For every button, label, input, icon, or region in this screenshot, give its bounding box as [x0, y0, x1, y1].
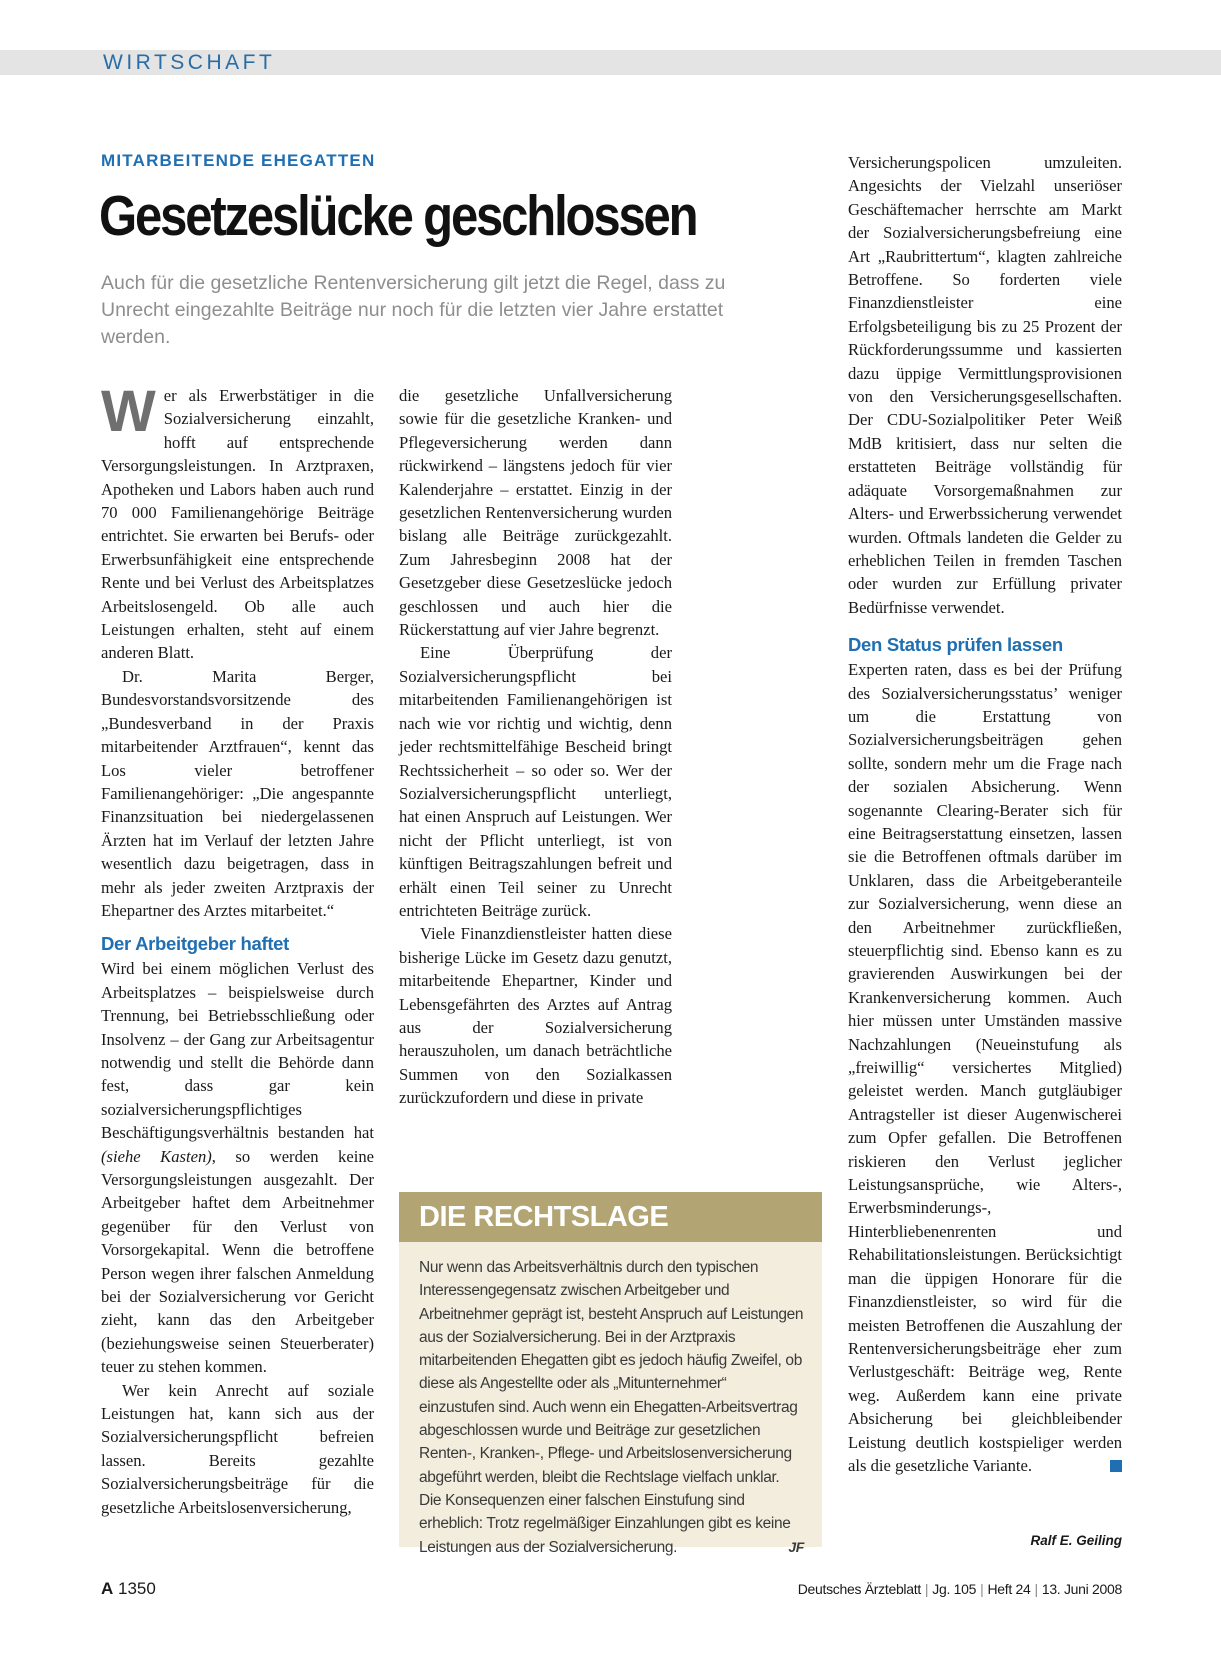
volume: Jg. 105: [932, 1581, 977, 1597]
subhead-employer-liable: Der Arbeitgeber haftet: [101, 933, 290, 955]
article-column-1: [101, 379, 374, 1519]
paragraph-4: [101, 1379, 374, 1519]
paragraph-7: Experten raten, dass es bei der Prüfung des Sozialversicherungsstatus’ weniger um die Erstattung von Sozialversicherungsbeiträgen gehen sollte, sondern mehr um die Frage nach der sozialen Absicherung. Wenn sogenannte Clearing-Berater sich für eine Beitragserstattung einsetzen, lassen sie die Betroffenen oftmals darüber im Unklaren, dass die Arbeitgeberanteile zur Sozialversicherung, wenn diese an den Arbeitnehmer zurückfließen, steuerpflichtig sind. Ebenso kann es zu gravierenden Auswirkungen bei der Krankenversicherung kommen. Auch hier müssen unter Umständen massive Nachzahlungen (Neueinstufung als „freiwillig“ versichertes Mitglied) geleistet werden. Manch gutgläubiger Antragsteller ist dieser Augenwischerei zum Opfer gefallen. Die Betroffenen riskieren den Verlust jeglicher Leistungsansprüche, wie Alters-, Erwerbsminderungs-, Hinterbliebenenrenten und Rehabilitationsleistungen. Berücksichtigt man die üppigen Honorare für die Finanzdienstleister, so wird für die meisten Betroffenen die Auszahlung der Rentenversicherungsbeiträge eher zum Verlustgeschäft: Beiträge weg, Rente weg. Außerdem kann eine private Absicherung bei gleichbleibender Leistung deutlich kostspieliger werden als die gesetzliche Variante.: [848, 660, 1122, 1475]
paragraph-6-continued: Versicherungspolicen umzuleiten. Angesichts der Vielzahl unseriöser Geschäftemacher herrschte am Markt der Sozialversicherungsbefreiung eine Art „Raubrittertum“, klagten zahlreiche Betroffene. So forderten viele Finanzdienstleister eine Erfolgsbeteiligung bis zu 25 Prozent der Rückforderungssumme und kassierten dazu üppige Vermittlungsprovisionen von den Versicherungsgesellschaften. Der CDU-Sozialpolitiker Peter Weiß MdB kritisiert, dass nur selten die erstatteten Beiträge vollständig für adäquate Vorsorgemaßnahmen zur Alters- und Erwerbssicherung verwendet wurden. Oftmals landeten die Gelder zu erheblichen Teilen in fremden Taschen oder wurden zur Erfüllung privater Bedürfnisse verwendet.: [848, 153, 1122, 617]
box-text: Nur wenn das Arbeitsverhältnis durch den typischen Interessengegensatz zwischen Arbeitgeber und Arbeitnehmer geprägt ist, besteht Anspruch auf Leistungen aus der Sozialversicherung. Bei in der Arztpraxis mitarbeitenden Ehegatten gibt es jedoch häufig Zweifel, ob diese als Angestellte oder als „Mitunternehmer“ einzustufen sind. Auch wenn ein Ehegatten-Arbeitsvertrag abgeschlossen wurde und Beiträge zur gesetzlichen Renten-, Kranken-, Pflege- und Arbeitslosenversicherung abgeführt werden, bleibt die Rechtslage vielfach unklar. Die Konsequenzen einer falschen Einstufung sind erheblich: Trotz regelmäßiger Einzahlungen gibt es keine Leistungen aus der Sozialversicherung. JF: [399, 1242, 822, 1559]
subhead-check-status: Den Status prüfen lassen: [848, 634, 1063, 656]
kicker: MITARBEITENDE EHEGATTEN: [101, 151, 376, 170]
dropcap: W: [101, 379, 156, 444]
footer-citation: Deutsches Ärzteblatt | Jg. 105 | Heft 24 | 13. Juni 2008: [797, 1581, 1122, 1597]
end-mark-icon: [1110, 1460, 1122, 1472]
issue: Heft 24: [987, 1581, 1031, 1597]
headline: Gesetzeslücke geschlossen: [99, 184, 697, 248]
box-signature: JF: [788, 1538, 804, 1555]
paragraph-4-text: Wer kein Anrecht auf soziale Leistungen hat, kann sich aus der Sozialversicherungspflicht befreien lassen. Bereits gezahlte Sozialversicherungsbeiträge für die gesetzliche Arbeitslosenversicherung,: [101, 1380, 374, 1517]
paragraph-5: Eine Überprüfung der Sozialversicherungspflicht bei mitarbeitenden Familienangehörigen ist nach wie vor richtig und wichtig, denn jeder rechtsmittelfähige Bescheid bringt Rechtssicherheit – so oder so. Wer der Sozialversicherungspflicht unterliegt, hat einen Anspruch auf Leistungen. Wer nicht der Pflicht unterliegt, ist von künftigen Beitragszahlungen befreit und erhält einen Teil seiner zu Unrecht entrichteten Beiträge zurück.: [399, 643, 672, 920]
box-title: DIE RECHTSLAGE: [399, 1192, 822, 1242]
section-label: WIRTSCHAFT: [103, 51, 276, 74]
article-column-2: [399, 384, 672, 1110]
lead-text: Auch für die gesetzliche Rentenversicherung gilt jetzt die Regel, dass zu Unrecht eingezahlte Beiträge nur noch für die letzten vier Jahre erstattet werden.: [101, 272, 726, 348]
legal-situation-box: [399, 1192, 822, 1556]
paragraph-6: Viele Finanzdienstleister hatten diese bisherige Lücke im Gesetz dazu genutzt, mitarbeitende Ehepartner, Kinder und Lebensgefährten des Arztes auf Antrag aus der Sozialversicherung herauszuholen, um danach beträchtliche Summen von den Sozialkassen zurückzufordern und diese in private: [399, 924, 672, 1108]
paragraph-2: Dr. Marita Berger, Bundesvorstandsvorsitzende des „Bundesverband in der Praxis mitarbeitender Arztfrauen“, kennt das Los vieler betroffener Familienangehöriger: „Die angespannte Finanzsituation bei niedergelassenen Ärzten hat im Verlauf der letzten Jahre wesentlich dazu beigetragen, dass in mehr als jeder zweiten Arztpraxis der Ehepartner des Arztes mitarbeitet.“: [101, 666, 374, 920]
page-number: A 1350: [101, 1579, 156, 1598]
author: Ralf E. Geiling: [1030, 1533, 1122, 1548]
paragraph-3: Wird bei einem möglichen Verlust des Arbeitsplatzes – beispielsweise durch Trennung, bei Betriebsschließung oder Insolvenz – der Gang zur Arbeitsagentur notwendig und stellt die Behörde dann fest, dass gar kein sozialversicherungspflichtiges Beschäftigungsverhältnis bestanden hat (siehe Kasten), so werden keine Versorgungsleistungen ausgezahlt. Der Arbeitgeber haftet dem Arbeitnehmer gegenüber für den Verlust von Vorsorgekapital. Wenn die betroffene Person wegen ihrer falschen Anmeldung bei der Sozialversicherung vor Gericht zieht, kann das den Arbeitgeber (beziehungsweise seinen Steuerberater) teuer zu stehen kommen.: [101, 959, 374, 1377]
date: 13. Juni 2008: [1041, 1581, 1122, 1597]
article-column-3: [848, 151, 1122, 1477]
journal-name: Deutsches Ärzteblatt: [797, 1581, 921, 1597]
paragraph-4-continued: die gesetzliche Unfallversicherung sowie für die gesetzliche Kranken- und Pflegeversicherung werden dann rückwirkend – längstens jedoch für vier Kalenderjahre – erstattet. Einzig in der gesetzlichen Rentenversicherung wurden bislang alle Beiträge zurückgezahlt. Zum Jahresbeginn 2008 hat der Gesetzgeber diese Gesetzeslücke jedoch geschlossen und auch hier die Rückerstattung auf vier Jahre begrenzt.: [399, 386, 672, 640]
paragraph-1: Wer als Erwerbstätiger in die Sozialversicherung einzahlt, hofft auf entsprechende Versorgungsleistungen. In Arztpraxen, Apotheken und Labors haben auch rund 70 000 Familienangehörige Beiträge entrichtet. Sie erwarten bei Berufs- oder Erwerbsunfähigkeit eine entsprechende Rente und bei Verlust des Arbeitsplatzes Arbeitslosengeld. Ob alle auch Leistungen erhalten, steht auf einem anderen Blatt.: [101, 379, 374, 663]
